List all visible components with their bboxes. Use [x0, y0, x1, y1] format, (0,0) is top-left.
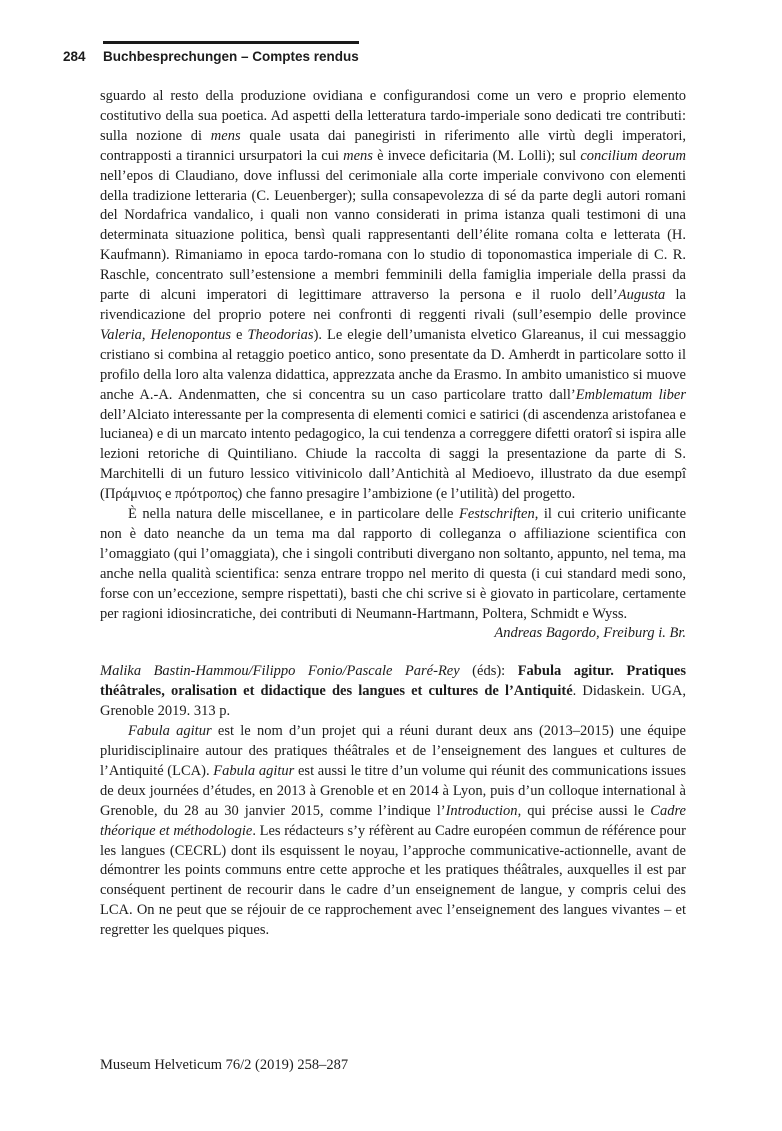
running-header	[63, 41, 359, 64]
running-head-title: Buchbesprechungen – Comptes rendus	[103, 41, 359, 64]
text-column	[100, 87, 686, 941]
review1-attribution: Andreas Bagordo, Freiburg i. Br.	[494, 625, 686, 642]
review1-paragraph-2: È nella natura delle miscellanee, e in particolare delle Festschriften, il cui criterio unificante non è dato neanche da un tema ma dal rapporto di colleganza o affiliazione scientifica con l’omaggiato (qui l’omaggiata), che i singoli contributi divergano non soltanto, appunto, nel tema, ma anche nella qualità scientifica: senza entrare troppo nel merito di questa (i cui standard medi sono, forse con un’eccezione, sempre rispettati), basti che chi scrive si è giovato in particolare, certamente per ragioni idiosincratiche, dei contributi di Neumann-Hartmann, Poltera, Schmidt e Wyss.	[100, 506, 686, 622]
review1-paragraph-1: sguardo al resto della produzione ovidiana e configurandosi come un vero e proprio elemento costitutivo della sua poetica. Ad aspetti della letteratura tardo-imperiale sono dedicati tre contributi: sulla nozione di mens quale usata dai panegiristi in riferimento alle virtù degli imperatori, contrapposti a tirannici ursurpatori la cui mens è invece deficitaria (M. Lolli); sul concilium deorum nell’epos di Claudiano, dove influssi del cerimoniale alla corte imperiale convivono con elementi della tradizione letteraria (C. Leuenberger); sulla consapevolezza di sé da parte degli autori romani del Nordafrica vandalico, i quali non vanno considerati in prima istanza quali testimoni di una determinata situazione politica, bensì quali rappresentanti dell’élite romana colta e letterata (H. Kaufmann). Rimaniamo in epoca tardo-romana con lo studio di toponomastica imperiale di C. R. Raschle, concentrato sull’estensione a membri femminili della famiglia imperiale della prassi da parte di alcuni imperatori di legittimare attraverso la persona e il ruolo dell’Augusta la rivendicazione del proprio potere nei confronti di reggenti rivali (sull’esempio delle province Valeria, Helenopontus e Theodorias). Le elegie dell’umanista elvetico Glareanus, il cui messaggio cristiano si combina al retaggio poetico antico, sono presentate da D. Amherdt in particolare sotto il profilo della loro alta valenza didattica, apprezzata anche da Erasmo. In ambito umanistico si muove anche A.-A. Andenmatten, che si concentra su un caso particolare tratto dall’Emblematum liber dell’Alciato interessante per la compresenta di elementi comici e satirici (di ascendenza aristofanea e lucianea) e di un marcato intento pedagogico, la cui tendenza a correggere difetti oratorî si ispira alle lezioni retoriche di Quintiliano. Chiude la raccolta di saggi la presentazione da parte di S. Marchitelli di un futuro lessico vitivinicolo dall’Antichità al Medioevo, illustrato da due esempî (Πράμνιος e πρότροπος) che fanno presagire l’ambizione (e l’utilità) del progetto.	[100, 88, 687, 503]
review2-paragraph-1: Fabula agitur est le nom d’un projet qui a réuni durant deux ans (2013–2015) une équipe pluridisciplinaire autour des pratiques théâtrales et de l’enseignement des langues et cultures de l’Antiquité (LCA). Fabula agitur est aussi le titre d’un volume qui réunit des communications issues de deux journées d’études, en 2013 à Grenoble et en 2014 à Lyon, puis d’un colloque international à Grenoble, du 28 au 30 janvier 2015, comme l’indique l’Introduction, qui précise aussi le Cadre théorique et méthodologie. Les rédacteurs s’y réfèrent au Cadre européen commun de référence pour les langues (CECRL) dont ils esquissent le noyau, l’approche communicative-actionnelle, avant de démontrer les points communs entre cette approche et les pratiques théâtrales, auxquelles il est par conséquent pertinent de recourir dans le cadre d’un enseignement de langue, y compris celui des LCA. On ne peut que se réjouir de ce rapprochement avec l’enseignement des langues vivantes – et regretter les quelques piques.	[100, 723, 686, 939]
review2-heading: Malika Bastin-Hammou/Filippo Fonio/Pascale Paré-Rey (éds): Fabula agitur. Pratiques théâtrales, oralisation et didactique des langues et cultures de l’Antiquité. Didaskein. UGA, Grenoble 2019. 313 p.	[100, 663, 686, 720]
journal-imprint: Museum Helveticum 76/2 (2019) 258–287	[100, 1057, 349, 1073]
page-number: 284	[63, 49, 86, 64]
